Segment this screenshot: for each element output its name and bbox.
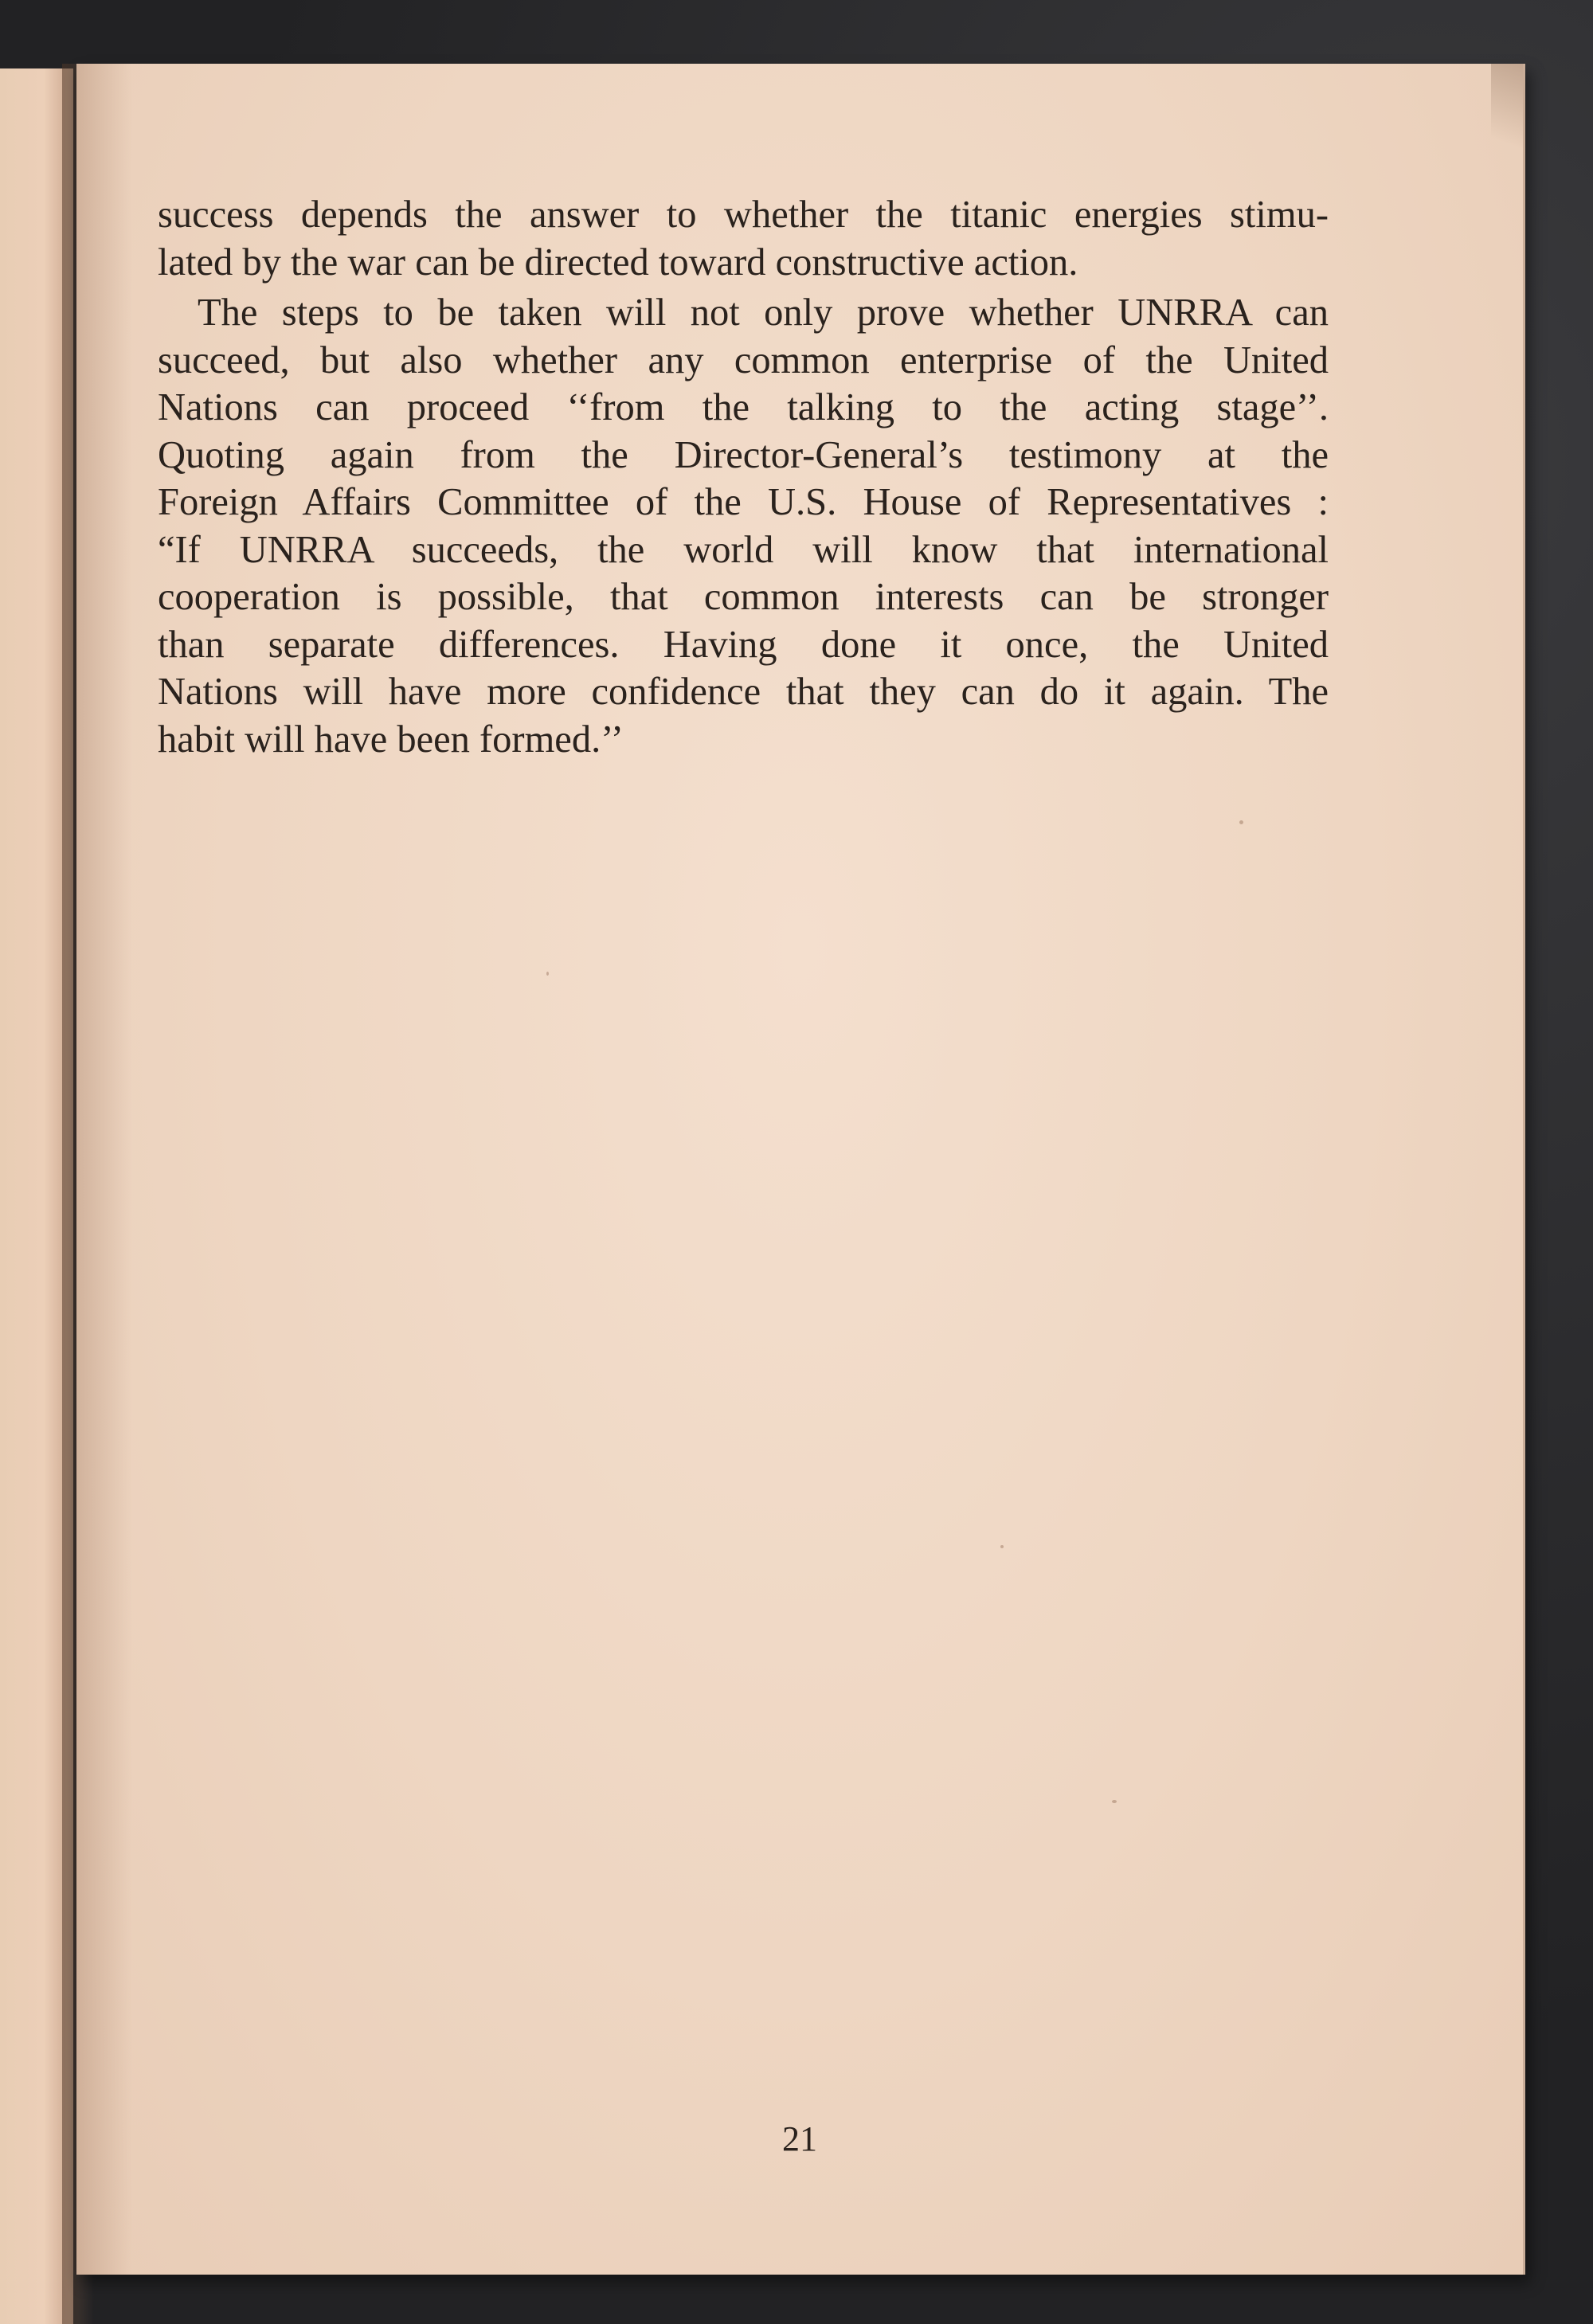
book-page [76, 64, 1525, 2275]
paper-speck [1000, 1545, 1004, 1548]
paragraph-line: “If UNRRA succeeds, the world will know that international [158, 528, 1329, 571]
paragraph-line: succeed, but also whether any common enterprise of the United [158, 338, 1329, 381]
paragraph-line: Quoting again from the Director-General’s testimony at the [158, 433, 1329, 476]
paragraph-line: Nations will have more confidence that they can do it again. The [158, 671, 1329, 713]
paragraph-line: than separate differences. Having done it once, the United [158, 623, 1329, 666]
paragraph-line: Foreign Affairs Committee of the U.S. House of Representatives : [158, 481, 1329, 523]
paragraph-line: cooperation is possible, that common interests can be stronger [158, 576, 1329, 618]
paragraph-line: habit will have been formed.’’ [158, 718, 624, 761]
gutter-shadow [76, 64, 132, 2275]
page-corner-crease [1491, 64, 1523, 175]
paragraph-line: The steps to be taken will not only prove whether UNRRA can [198, 291, 1329, 334]
paper-speck [1112, 1800, 1117, 1803]
show-through-text [307, 812, 1423, 1481]
paper-speck [546, 972, 549, 976]
page-number: 21 [782, 2119, 817, 2158]
paragraph-line: Nations can proceed ‘‘from the talking to the acting stage’’. [158, 386, 1329, 428]
paragraph-line: lated by the war can be directed toward constructive action. [158, 241, 1078, 284]
body-text [158, 191, 1329, 763]
paragraph-line: success depends the answer to whether the titanic energies stimu- [158, 194, 1329, 236]
paper-speck [1239, 820, 1243, 824]
